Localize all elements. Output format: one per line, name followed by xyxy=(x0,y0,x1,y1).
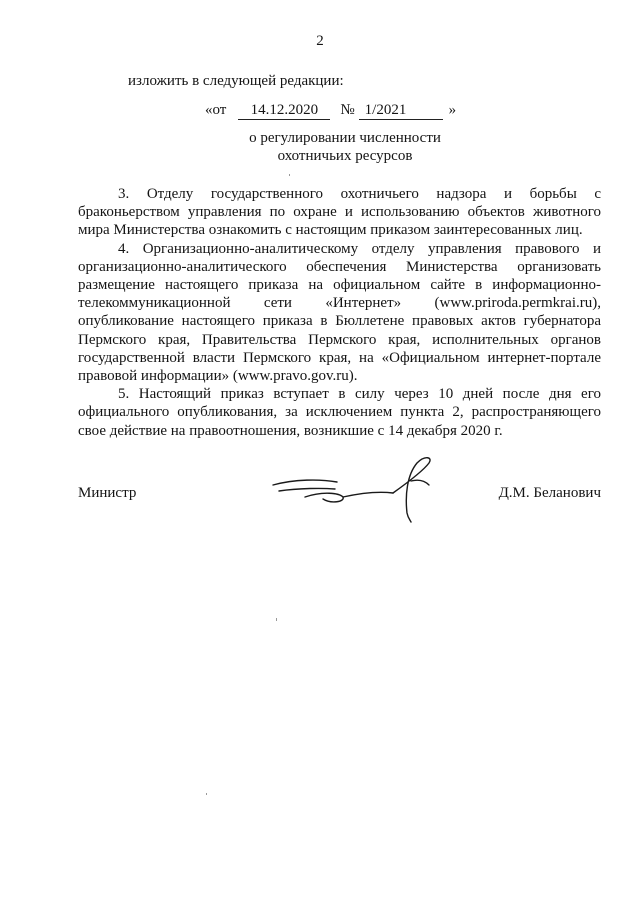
number-label: № xyxy=(340,102,355,118)
subtitle-line: о регулировании численности xyxy=(249,130,441,146)
scan-speck xyxy=(276,618,277,621)
paragraph-3: 3. Отделу государственного охотничьего надзора и борьбы с браконьерством управления по охране и использованию объектов животного мира Министерства ознакомить с настоящим приказом заинтересованных лиц. xyxy=(78,186,601,239)
signatory-title: Министр xyxy=(78,485,137,501)
subtitle-line: охотничьих ресурсов xyxy=(277,148,413,164)
order-number: 1/2021 xyxy=(359,102,443,120)
order-date-line xyxy=(205,102,456,120)
date-suffix: » xyxy=(448,102,457,118)
order-body xyxy=(78,185,601,440)
order-date: 14.12.2020 xyxy=(238,102,330,120)
handwritten-signature xyxy=(265,453,445,523)
page-number: 2 xyxy=(316,33,324,49)
paragraph-5: 5. Настоящий приказ вступает в силу через 10 дней после дня его официального опубликования, за исключением пункта 2, распространяющего свое действие на правоотношения, возникшие с 14 декабря 2020 г. xyxy=(78,386,601,439)
scan-speck xyxy=(289,174,290,176)
signatory-name: Д.М. Беланович xyxy=(498,485,601,501)
date-prefix: «от xyxy=(205,102,227,118)
order-subtitle xyxy=(240,129,450,165)
intro-line: изложить в следующей редакции: xyxy=(128,73,344,89)
paragraph-4: 4. Организационно-аналитическому отделу управления правового и организационно-аналитического обеспечения Министерства организовать размещение настоящего приказа на официальном сайте в информационно-телекоммуникационной сети «Интернет» (www.priroda.permkrai.ru), опубликование настоящего приказа в Бюллетене правовых актов губернатора Пермского края, Правительства Пермского края, исполнительных органов государственной власти Пермского края, на «Официальном интернет-портале правовой информации» (www.pravo.gov.ru). xyxy=(78,240,601,385)
scan-speck xyxy=(206,793,207,795)
signature-block xyxy=(78,478,601,528)
